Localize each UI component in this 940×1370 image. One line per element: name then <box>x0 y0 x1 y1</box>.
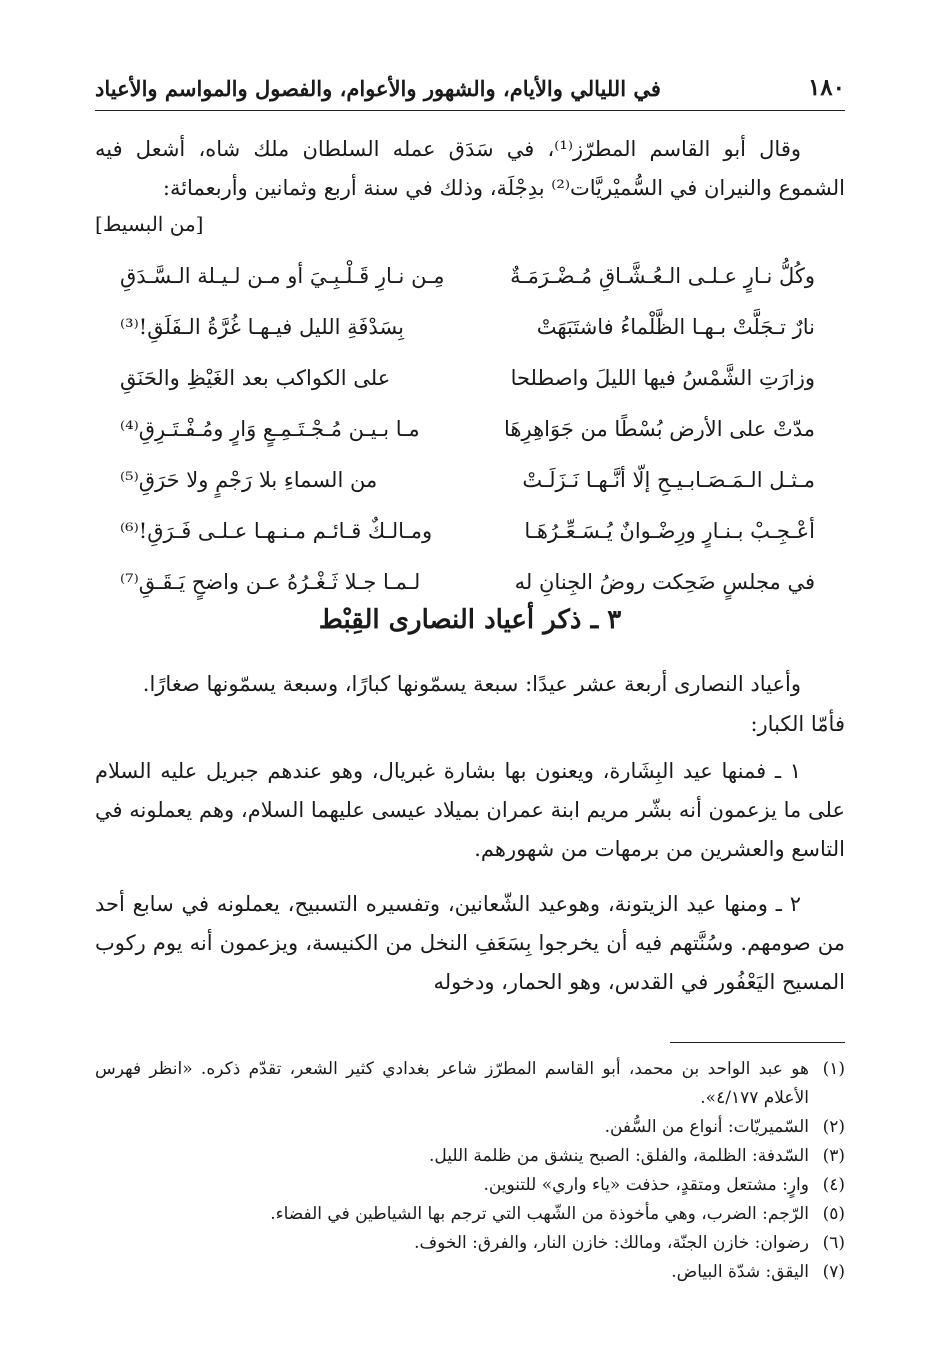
body-paragraph: وأعياد النصارى أربعة عشر عيدًا: سبعة يسمّونها كبارًا، وسبعة يسمّونها صغارًا. <box>142 672 801 696</box>
verse-first-hemistich: وزارَتِ الشَّمْسُ فيها الليلَ واصطلحا <box>510 366 815 390</box>
intro-paragraph: وقال أبو القاسم المطرّز⁽¹⁾، في سَدَق عمله السلطان ملك شاه، أشعل فيه الشموع والنيران في السُّميْريَّات⁽²⁾ بدِجْلَة، وذلك في سنة أربع وثمانين وأربعمائة: <box>95 137 845 200</box>
footnote <box>95 1113 845 1142</box>
footnote <box>95 1258 845 1287</box>
footnote-text: الرّجم: الضرب، وهي مأخوذة من الشّهب التي ترجم بها الشياطين في الفضاء. <box>270 1204 809 1224</box>
footnote-number: (٤) <box>822 1175 845 1195</box>
footnote-number: (٢) <box>822 1117 845 1137</box>
verse-first-hemistich: مـثـل الـمَـصَـابـيـحِ إلّا أنَّـهـا نَـزَلَـتْ <box>522 468 815 492</box>
footnote-separator <box>670 1042 845 1043</box>
verse-first-hemistich: وكُلُّ نـارٍ عـلـى الـعُـشَّـاقِ مُـضْـرَمَـةٌ <box>510 264 815 288</box>
footnote <box>95 1200 845 1229</box>
verse <box>120 307 815 358</box>
footnote-text: اليقق: شدّة البياض. <box>671 1262 809 1282</box>
verse-second-hemistich: من السماءِ بلا رَجْمٍ ولا حَرَقِ⁽⁵⁾ <box>120 468 378 492</box>
footnotes <box>95 1055 845 1287</box>
footnote <box>95 1055 845 1113</box>
verse-second-hemistich: لـمـا جـلا ثَـغْـرُهُ عـن واضحٍ يَـقَـقِ⁽⁷⁾ <box>120 570 421 594</box>
page-header <box>95 68 845 111</box>
footnote-text: وارٍ: مشتعل ومتقدٍ، حذفت «ياء واري» للتنوين. <box>483 1175 809 1195</box>
body-paragraph: ٢ ـ ومنها عيد الزيتونة، وهوعيد الشّعانين، وتفسيره التسبيح، يعملونه في سابع أحد من صومهم. وسُنَّتهم فيه أن يخرجوا بِسَعَفِ النخل من الكنيسة، ويزعمون أنه يوم ركوب المسيح اليَعْفُور في القدس، وهو الحمار، ودخوله <box>95 892 845 994</box>
poem <box>120 256 815 613</box>
footnote <box>95 1142 845 1171</box>
footnote-number: (٧) <box>822 1262 845 1282</box>
footnote-number: (٦) <box>822 1233 845 1253</box>
page-number: ١٨٠ <box>807 74 845 101</box>
verse-second-hemistich: بِسَدْفَةِ الليل فيـهـا غُرَّةُ الـفَلَقِ!⁽³⁾ <box>120 315 405 339</box>
verse-first-hemistich: أعْـجِـبْ بـنـارٍ ورِضْـوانٌ يُـسَـعِّـرُهَـا <box>524 519 815 543</box>
poem-meter: [من البسيط] <box>95 212 204 236</box>
verse-first-hemistich: نارٌ تـجَلَّتْ بـهـا الظَّلْماءُ فاشتَبَهَتْ <box>536 315 815 339</box>
verse-second-hemistich: على الكواكب بعد الغَيْظِ والحَنَقِ <box>120 366 391 390</box>
footnote-number: (٣) <box>822 1146 845 1166</box>
verse <box>120 460 815 511</box>
verse-second-hemistich: مِـن نـارِ قَـلْـبِـيَ أو مـن لـيـلة الـسَّـدَقِ <box>120 264 445 288</box>
verse <box>120 358 815 409</box>
footnote <box>95 1171 845 1200</box>
verse-first-hemistich: في مجلسٍ ضَحِكت روضُ الجِنانِ له <box>514 570 815 594</box>
footnote-text: رضوان: خازن الجنّة، ومالك: خازن النار، والفرق: الخوف. <box>414 1233 809 1253</box>
verse-first-hemistich: مدّتْ على الأرض بُسْطًا من جَوَاهِرِهَا <box>504 417 815 441</box>
verse <box>120 256 815 307</box>
body-paragraph: ١ ـ فمنها عيد البِشَارة، ويعنون بها بشارة غبريال، وهو عندهم جبريل عليه السلام على ما يزعمون أنه بشّر مريم ابنة عمران بميلاد عيسى عليهما السلام، وهم يعملونه في التاسع والعشرين من برمهات من شهورهم. <box>95 759 845 861</box>
running-title: في الليالي والأيام، والشهور والأعوام، والفصول والمواسم والأعياد <box>95 76 661 101</box>
footnote-text: السّدفة: الظلمة، والفلق: الصبح ينشق من ظلمة الليل. <box>429 1146 809 1166</box>
footnote-number: (٥) <box>822 1204 845 1224</box>
verse <box>120 409 815 460</box>
footnote-text: السّميريّات: أنواع من السُّفن. <box>604 1117 809 1137</box>
footnote <box>95 1229 845 1258</box>
verse-second-hemistich: مـا بـيـن مُـجْـتَـمِـعٍ وَارٍ ومُـفْـتَـرِقِ⁽⁴⁾ <box>120 417 420 441</box>
verse <box>120 511 815 562</box>
verse-second-hemistich: ومـالـكٌ قـائـم مـنـهـا عـلـى فَـرَقِ!⁽⁶⁾ <box>120 519 433 543</box>
body-paragraph: فأمّا الكبار: <box>750 712 845 736</box>
section-heading: ٣ ـ ذكر أعياد النصارى القِبْط <box>318 605 622 635</box>
footnote-text: هو عبد الواحد بن محمد، أبو القاسم المطرّز شاعر بغدادي كثير الشعر، تقدّم ذكره. «انظر فهرس الأعلام ٤/١٧٧». <box>95 1059 809 1108</box>
footnote-number: (١) <box>822 1059 845 1079</box>
